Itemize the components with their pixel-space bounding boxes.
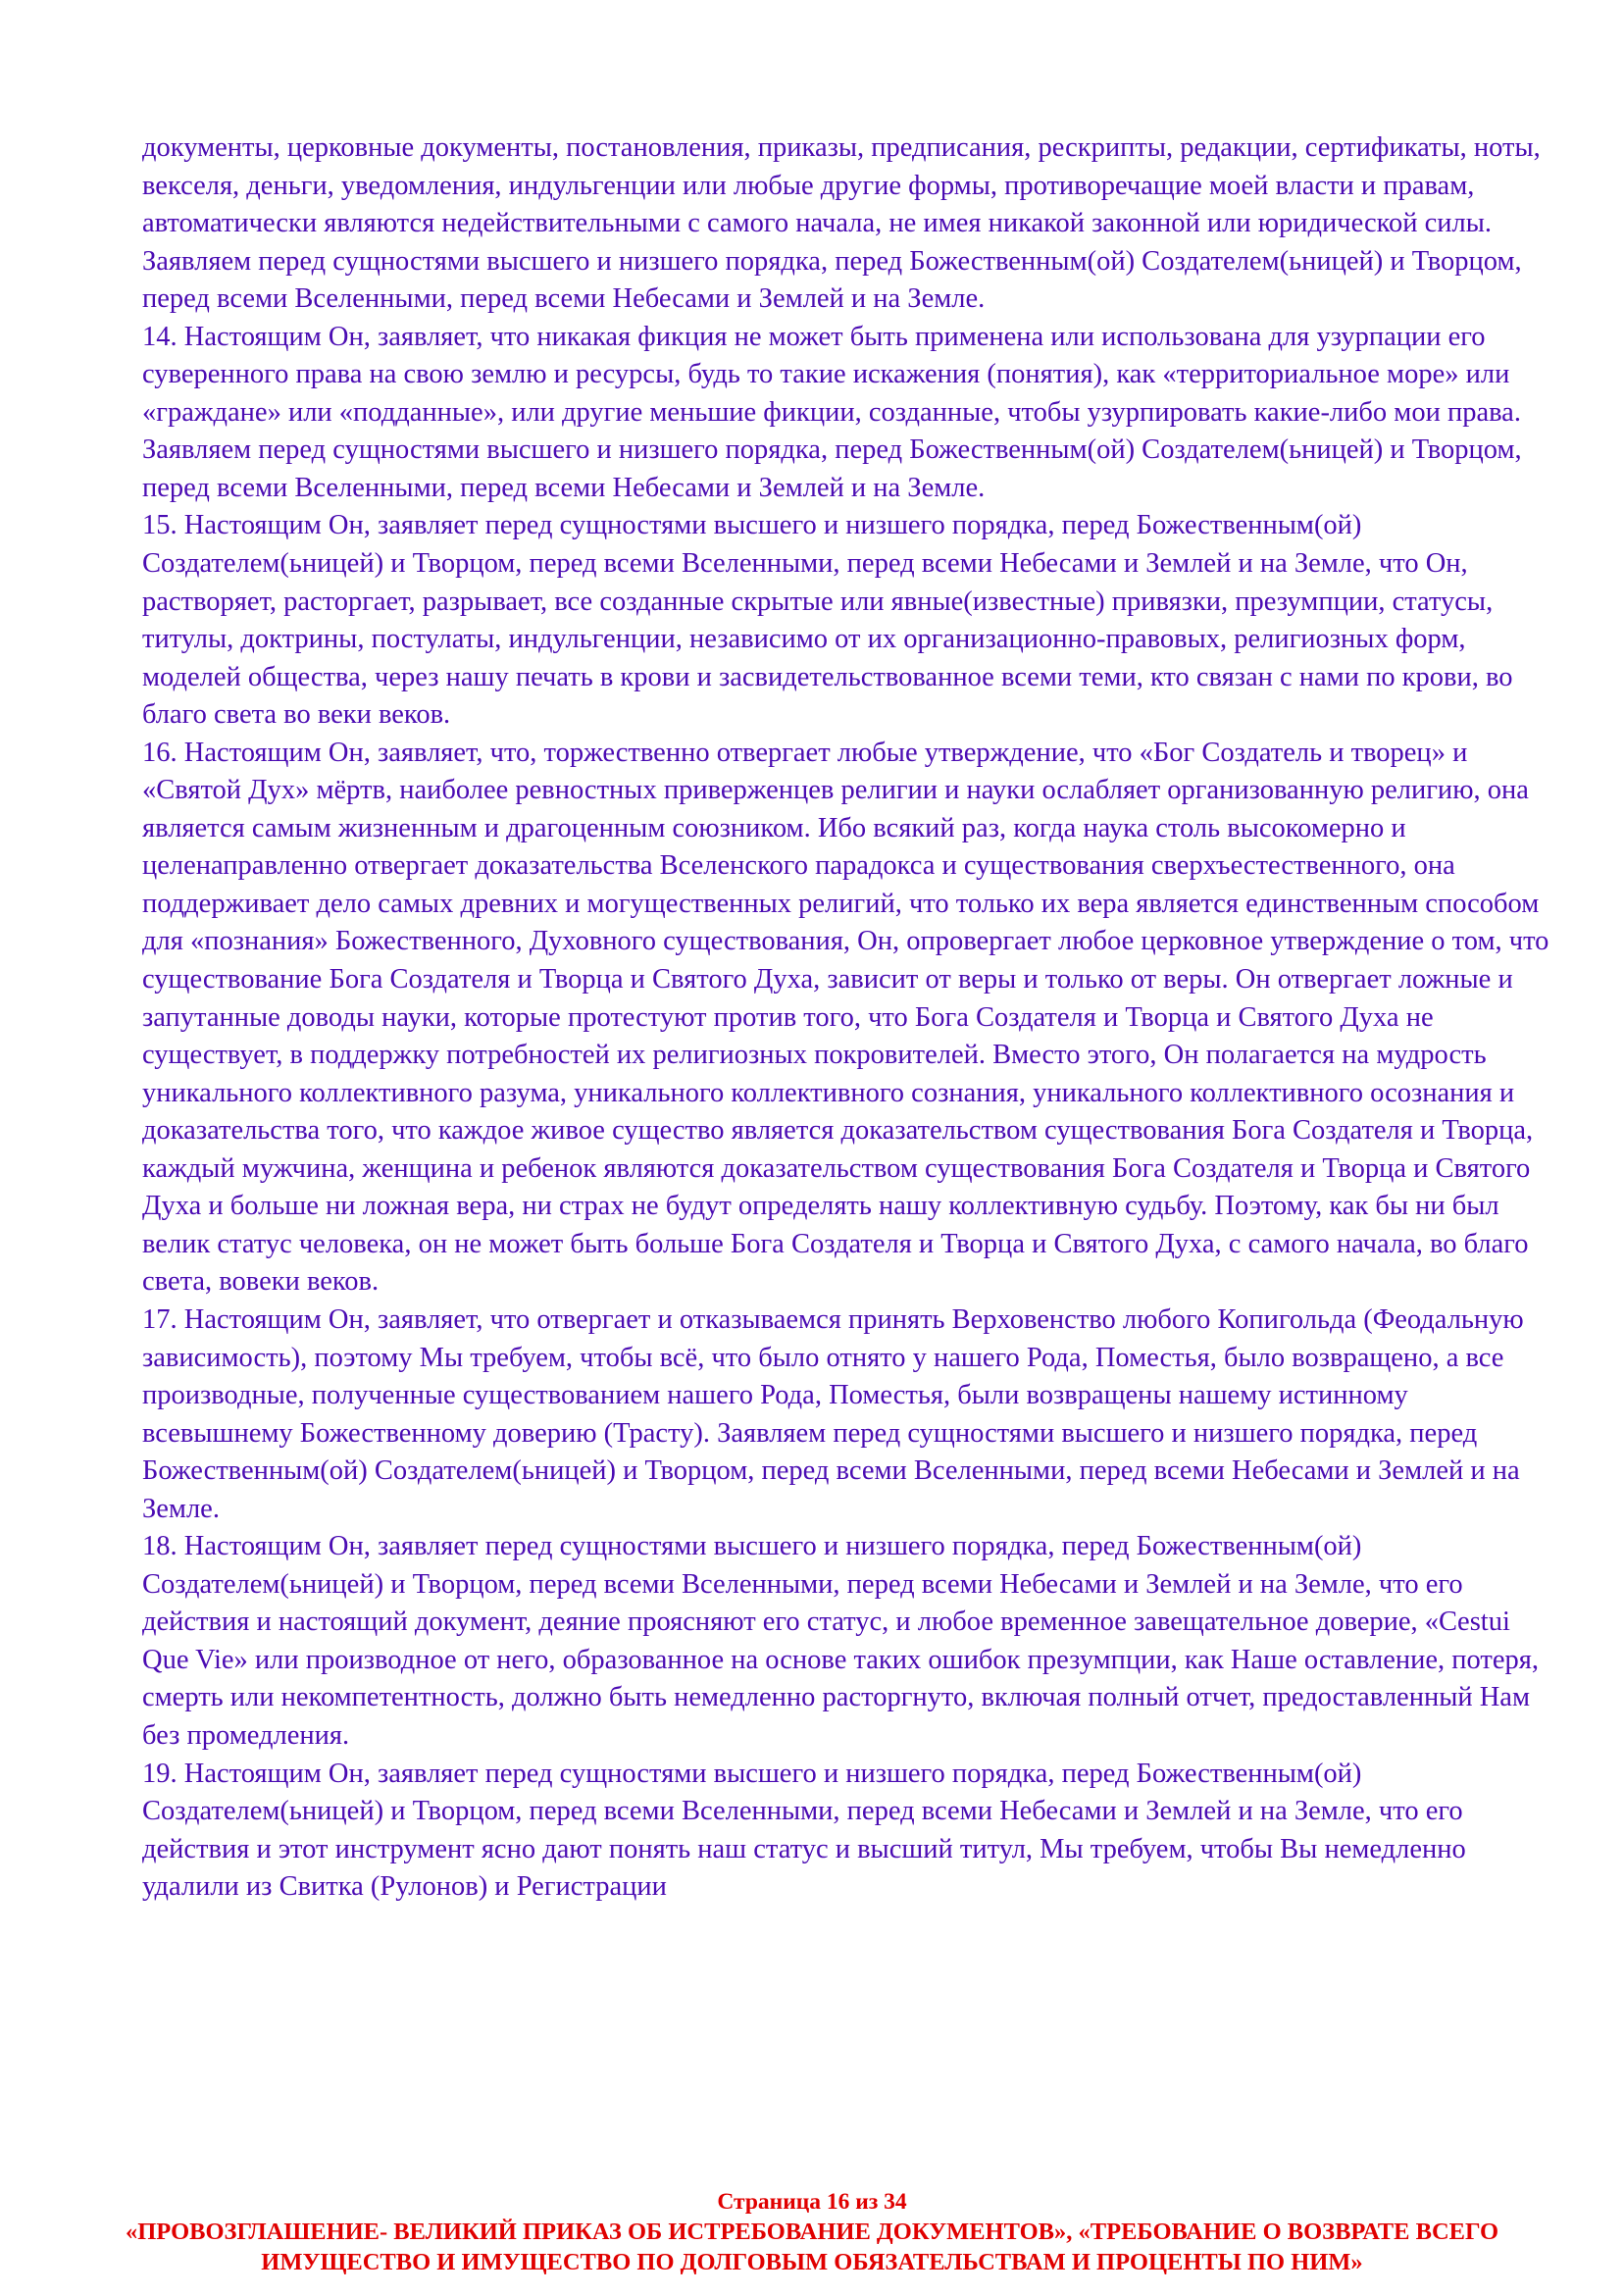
document-body (142, 129, 1554, 1907)
paragraph-19: 19. Настоящим Он, заявляет перед сущностями высшего и низшего порядка, перед Божественным(ой) Создателем(ьницей) и Творцом, перед всеми Вселенными, перед всеми Небесами и Землей и на Земле, что его действия и этот инструмент ясно дают понять наш статус и высший титул, Мы требуем, чтобы Вы немедленно удалили из Свитка (Рулонов) и Регистрации (142, 1758, 1466, 1903)
paragraph-17: 17. Настоящим Он, заявляет, что отвергает и отказываемся принять Верховенство любого Копигольда (Феодальную зависимость), поэтому Мы требуем, чтобы всё, что было отнято у нашего Рода, Поместья, было возвращено, а все производные, полученные существованием нашего Рода, Поместья, были возвращены нашему истинному всевышнему Божественному доверию (Трасту). Заявляем перед сущностями высшего и низшего порядка, перед Божественным(ой) Создателем(ьницей) и Творцом, перед всеми Вселенными, перед всеми Небесами и Землей и на Земле. (142, 1303, 1524, 1524)
document-title: «ПРОВОЗГЛАШЕНИЕ- ВЕЛИКИЙ ПРИКАЗ ОБ ИСТРЕБОВАНИЕ ДОКУМЕНТОВ», «ТРЕБОВАНИЕ О ВОЗВРАТЕ ВСЕГО ИМУЩЕСТВО И ИМУЩЕСТВО ПО ДОЛГОВЫМ ОБЯЗАТЕЛЬСТВАМ И ПРОЦЕНТЫ ПО НИМ» (125, 2219, 1499, 2275)
paragraph-continuation: документы, церковные документы, постановления, приказы, предписания, рескрипты, редакции, сертификаты, ноты, векселя, деньги, уведомления, индульгенции или любые другие формы, противоречащие моей власти и правам, автоматически являются недействительными с самого начала, не имея никакой законной или юридической силы. Заявляем перед сущностями высшего и низшего порядка, перед Божественным(ой) Создателем(ьницей) и Творцом, перед всеми Вселенными, перед всеми Небесами и Землей и на Земле. (142, 132, 1541, 315)
page-footer (98, 2187, 1526, 2277)
paragraph-16: 16. Настоящим Он, заявляет, что, торжественно отвергает любые утверждение, что «Бог Создатель и творец» и «Святой Дух» мёртв, наиболее ревностных приверженцев религии и науки ослабляет организованную религию, она является самым жизненным и драгоценным союзником. Ибо всякий раз, когда наука столь высокомерно и целенаправленно отвергает доказательства Вселенского парадокса и существования сверхъестественного, она поддерживает дело самых древних и могущественных религий, что только их вера является единственным способом для «познания» Божественного, Духовного существования, Он, опровергает любое церковное утверждение о том, что существование Бога Создателя и Творца и Святого Духа, зависит от веры и только от веры. Он отвергает ложные и запутанные доводы науки, которые протестуют против того, что Бога Создателя и Творца и Святого Духа не существует, в поддержку потребностей их религиозных покровителей. Вместо этого, Он полагается на мудрость уникального коллективного разума, уникального коллективного сознания, уникального коллективного осознания и доказательства того, что каждое живое существо является доказательством существования Бога Создателя и Творца, каждый мужчина, женщина и ребенок являются доказательством существования Бога Создателя и Творца и Святого Духа и больше ни ложная вера, ни страх не будут определять нашу коллективную судьбу. Поэтому, как бы ни был велик статус человека, он не может быть больше Бога Создателя и Творца и Святого Духа, с самого начала, во благо света, вовеки веков. (142, 737, 1549, 1298)
paragraph-15: 15. Настоящим Он, заявляет перед сущностями высшего и низшего порядка, перед Божественным(ой) Создателем(ьницей) и Творцом, перед всеми Вселенными, перед всеми Небесами и Землей и на Земле, что Он, растворяет, расторгает, разрывает, все созданные скрытые или явные(известные) привязки, презумпции, статусы, титулы, доктрины, постулаты, индульгенции, независимо от их организационно-правовых, религиозных форм, моделей общества, через нашу печать в крови и засвидетельствованное всеми теми, кто связан с нами по крови, во благо света во веки веков. (142, 510, 1513, 731)
paragraph-14: 14. Настоящим Он, заявляет, что никакая фикция не может быть применена или использована для узурпации его суверенного права на свою землю и ресурсы, будь то такие искажения (понятия), как «территориальное море» или «граждане» или «подданные», или другие меньшие фикции, созданные, чтобы узурпировать какие-либо мои права. Заявляем перед сущностями высшего и низшего порядка, перед Божественным(ой) Создателем(ьницей) и Творцом, перед всеми Вселенными, перед всеми Небесами и Землей и на Земле. (142, 321, 1522, 503)
page-number: Страница 16 из 34 (717, 2189, 907, 2215)
paragraph-18: 18. Настоящим Он, заявляет перед сущностями высшего и низшего порядка, перед Божественным(ой) Создателем(ьницей) и Творцом, перед всеми Вселенными, перед всеми Небесами и Землей и на Земле, что его действия и настоящий документ, деяние проясняют его статус, и любое временное завещательное доверие, «Cestui Que Vie» или производное от него, образованное на основе таких ошибок презумпции, как Наше оставление, потеря, смерть или некомпетентность, должно быть немедленно расторгнуто, включая полный отчет, предоставленный Нам без промедления. (142, 1531, 1540, 1751)
